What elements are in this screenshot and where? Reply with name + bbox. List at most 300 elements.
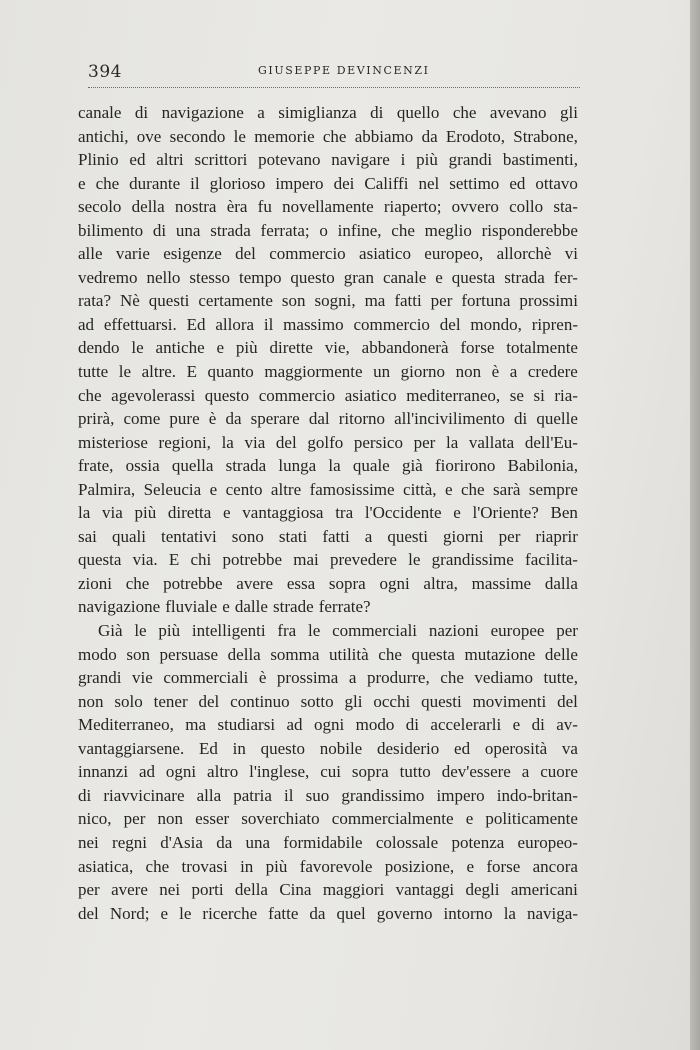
text-line: [78, 431, 578, 455]
word: l'inglese,: [249, 762, 310, 782]
word: formidabile: [283, 832, 363, 852]
word: diretta: [167, 503, 212, 523]
word: novellamente: [282, 197, 374, 217]
word: collo: [509, 197, 544, 217]
word: riaprir: [535, 526, 578, 546]
word: città,: [403, 479, 437, 499]
word: sopra: [328, 573, 366, 593]
word: all'incivilimento: [394, 409, 505, 429]
text-line: [78, 407, 578, 431]
word: prevedere: [329, 550, 397, 570]
word: impero: [436, 785, 485, 805]
word: potenza: [451, 832, 505, 852]
word: movimenti: [472, 691, 547, 711]
word: ad: [78, 314, 95, 334]
word: fiorirono: [434, 456, 496, 476]
word: prirà,: [78, 409, 115, 429]
text-line: [78, 525, 578, 549]
word: di: [152, 220, 167, 240]
word: ad: [286, 715, 303, 735]
word: questi: [387, 526, 428, 546]
text-line: [78, 148, 578, 172]
word: nel: [418, 173, 440, 193]
word: i: [400, 150, 406, 170]
word: più: [416, 150, 438, 170]
word: son: [126, 644, 150, 664]
word: fatti: [322, 526, 350, 546]
word: ad: [138, 762, 155, 782]
text-line: [78, 878, 578, 902]
word: mondo,: [470, 314, 522, 334]
word: è: [208, 409, 217, 429]
word: dell'Eu-: [524, 432, 578, 452]
word: naviga-: [527, 903, 578, 923]
word: la: [221, 432, 234, 452]
word: strada: [225, 456, 267, 476]
word: infine,: [337, 220, 382, 240]
word: rata?: [78, 291, 112, 311]
word: grandi: [78, 668, 122, 688]
word: secondo: [169, 126, 226, 146]
word: questo: [290, 267, 335, 287]
word: golfo: [307, 432, 344, 452]
word: e: [435, 267, 443, 287]
word: ogni: [379, 573, 410, 593]
word: famosissime: [309, 479, 395, 499]
word: canale: [78, 103, 122, 122]
word: indo-britan-: [496, 785, 578, 805]
word: innanzi: [78, 762, 129, 782]
word: quale: [352, 456, 390, 476]
word: le: [408, 550, 421, 570]
word: via.: [132, 550, 158, 570]
text-line: [78, 360, 578, 384]
word: glorioso: [209, 173, 266, 193]
word: dirette: [269, 338, 313, 358]
word: mediterraneo,: [406, 385, 501, 405]
word: nico,: [78, 809, 112, 829]
word: forse: [460, 338, 495, 358]
word: esigenze: [163, 244, 222, 264]
word: le: [131, 338, 144, 358]
word: varie: [115, 244, 150, 264]
word: scrittori: [194, 150, 248, 170]
word: e: [512, 715, 521, 735]
word: soverchiato: [241, 809, 320, 829]
word: memorie: [254, 126, 315, 146]
word: tener: [153, 691, 188, 711]
word: lunga: [278, 456, 317, 476]
word: potevano: [258, 150, 321, 170]
word: suo: [305, 785, 330, 805]
word: intelligenti: [191, 621, 266, 641]
word: avevano: [489, 103, 547, 122]
word: modo: [78, 644, 117, 664]
text-line: [78, 595, 578, 619]
word: quella: [171, 456, 214, 476]
text-line: [78, 501, 578, 525]
word: per: [123, 809, 146, 829]
word: di: [531, 715, 545, 735]
word: che: [440, 668, 464, 688]
word: strada: [504, 267, 545, 287]
word: questi: [148, 291, 190, 311]
word: desiderio: [376, 738, 440, 758]
word: se: [509, 385, 524, 405]
page-edge: [690, 0, 700, 1050]
word: a: [364, 526, 373, 546]
word: ria-: [554, 385, 578, 405]
word: asiatico: [359, 244, 411, 264]
word: essa: [286, 573, 316, 593]
word: vantaggiarsene.: [78, 738, 185, 758]
word: frate,: [78, 456, 114, 476]
word: la: [328, 456, 341, 476]
word: Califfi: [364, 173, 409, 193]
word: allorchè: [496, 244, 552, 264]
word: gran: [343, 267, 374, 287]
word: Erodoto,: [445, 126, 505, 146]
word: commerciali: [332, 621, 418, 641]
word: a: [348, 668, 357, 688]
word: bastimenti,: [502, 150, 578, 170]
text-line: [78, 902, 578, 926]
word: strada: [210, 220, 251, 240]
word: Plinio: [78, 150, 119, 170]
word: sogni,: [314, 291, 356, 311]
word: sempre: [528, 479, 578, 499]
word: alla: [196, 785, 222, 805]
word: durante: [129, 173, 181, 193]
word: intorno: [443, 903, 493, 923]
word: e: [78, 173, 86, 193]
word: da: [309, 903, 326, 923]
word: l'Occidente: [364, 503, 442, 523]
word: e: [222, 597, 230, 617]
word: una: [245, 832, 271, 852]
text-line: [78, 336, 578, 360]
word: del: [78, 903, 99, 923]
word: maggiormente: [264, 362, 363, 382]
word: credere: [527, 362, 578, 382]
word: che: [461, 479, 485, 499]
word: è: [258, 668, 267, 688]
word: allora: [215, 314, 255, 334]
word: porti: [191, 880, 224, 900]
word: che: [378, 644, 402, 664]
word: operosità: [484, 738, 548, 758]
word: o: [319, 220, 328, 240]
word: le: [233, 126, 246, 146]
word: del: [275, 432, 297, 452]
word: il: [284, 785, 294, 805]
word: di: [78, 785, 92, 805]
word: posizione,: [384, 856, 455, 876]
word: che: [322, 126, 347, 146]
word: più: [235, 338, 258, 358]
word: alle: [78, 244, 103, 264]
word: cento: [225, 479, 263, 499]
word: stesso: [189, 267, 231, 287]
word: abbiamo: [354, 126, 414, 146]
word: fer-: [553, 267, 578, 287]
word: Seleucia: [143, 479, 202, 499]
word: fu: [257, 197, 272, 217]
text-line: [78, 643, 578, 667]
word: le: [308, 621, 321, 641]
word: fra: [277, 621, 297, 641]
word: navigazione: [161, 103, 244, 122]
word: asiatica,: [78, 856, 134, 876]
word: sai: [78, 526, 97, 546]
word: Strabone,: [513, 126, 578, 146]
word: persuase: [159, 644, 219, 664]
word: per: [498, 526, 521, 546]
word: un: [373, 362, 391, 382]
word: Cina: [279, 880, 312, 900]
word: altre: [270, 479, 302, 499]
word: altro: [207, 762, 239, 782]
word: che: [391, 220, 415, 240]
word: somma: [270, 644, 320, 664]
word: sono: [231, 526, 264, 546]
word: Già: [98, 621, 123, 641]
text-line: [78, 666, 578, 690]
word: impero: [275, 173, 324, 193]
word: Ed: [186, 314, 206, 334]
word: del: [439, 314, 461, 334]
word: delle: [544, 644, 578, 664]
word: ovvero: [451, 197, 499, 217]
word: le: [134, 621, 147, 641]
word: totalmente: [506, 338, 578, 358]
word: ed: [454, 738, 471, 758]
word: patria: [233, 785, 272, 805]
word: nei: [159, 880, 181, 900]
word: sotto: [300, 691, 334, 711]
text-line: [78, 289, 578, 313]
text-line: [78, 313, 578, 337]
word: via: [101, 503, 123, 523]
word: ottavo: [535, 173, 578, 193]
word: occhi: [373, 691, 411, 711]
word: quanto: [207, 362, 254, 382]
word: settimo: [449, 173, 500, 193]
word: di: [513, 409, 528, 429]
text-line: [78, 172, 578, 196]
word: non: [455, 362, 482, 382]
word: per: [430, 291, 453, 311]
word: della: [234, 880, 268, 900]
text-line: [78, 713, 578, 737]
word: prossima: [276, 668, 339, 688]
word: dalle: [234, 597, 268, 617]
word: Babilonia,: [507, 456, 578, 476]
word: che: [145, 856, 170, 876]
word: zioni: [78, 573, 112, 593]
text-line: [78, 737, 578, 761]
word: quel: [336, 903, 366, 923]
word: si: [533, 385, 545, 405]
word: ma: [185, 715, 207, 735]
word: da: [225, 409, 242, 429]
word: governo: [376, 903, 433, 923]
word: modo: [355, 715, 395, 735]
word: ed: [509, 173, 526, 193]
word: giorni: [443, 526, 484, 546]
word: nazioni: [428, 621, 479, 641]
word: più: [134, 503, 157, 523]
word: sopra: [351, 762, 389, 782]
word: la: [445, 432, 459, 452]
word: certamente: [198, 291, 273, 311]
word: prossimi: [519, 291, 578, 311]
word: commercio: [353, 314, 430, 334]
word: sarà: [493, 479, 521, 499]
word: Palmira,: [78, 479, 136, 499]
word: Mediterraneo,: [78, 715, 174, 735]
word: tra: [335, 503, 354, 523]
word: commercio: [269, 244, 346, 264]
word: grandissimo: [341, 785, 425, 805]
text-line: [78, 807, 578, 831]
word: questa: [411, 644, 455, 664]
running-head: GIUSEPPE DEVINCENZI: [258, 64, 430, 77]
word: una: [175, 220, 201, 240]
word: in: [232, 738, 246, 758]
word: gli: [560, 103, 578, 122]
word: come: [123, 409, 161, 429]
word: facilita-: [525, 550, 578, 570]
word: a: [509, 362, 518, 382]
word: questa: [451, 267, 496, 287]
word: ogni: [313, 715, 345, 735]
word: più: [158, 621, 181, 641]
word: navigazione: [78, 597, 161, 617]
word: da: [421, 126, 438, 146]
word: èra: [226, 197, 248, 217]
text-line: [78, 478, 578, 502]
text-line: [78, 831, 578, 855]
word: secolo: [78, 197, 122, 217]
word: commercialmente: [331, 809, 454, 829]
word: americani: [510, 880, 578, 900]
word: solo: [114, 691, 143, 711]
word: va: [561, 738, 578, 758]
word: ritorno: [338, 409, 385, 429]
word: mai: [293, 550, 319, 570]
word: trovasi: [181, 856, 228, 876]
word: ferrate?: [318, 597, 371, 617]
word: ferrata;: [260, 220, 310, 240]
word: tutte,: [543, 668, 578, 688]
word: questi: [421, 691, 462, 711]
word: ossia: [125, 456, 160, 476]
word: effettuarsi.: [103, 314, 177, 334]
word: per: [413, 432, 436, 452]
word: antichi,: [78, 126, 129, 146]
word: già: [401, 456, 423, 476]
word: sperare: [250, 409, 300, 429]
word: l'Oriente?: [472, 503, 539, 523]
word: E: [186, 362, 197, 382]
word: cui: [320, 762, 341, 782]
word: abbandonerà: [361, 338, 449, 358]
word: da: [216, 832, 233, 852]
body-text: [78, 101, 578, 925]
word: canale: [382, 267, 427, 287]
word: la: [503, 903, 516, 923]
word: le: [118, 362, 132, 382]
text-line: [78, 619, 578, 643]
word: navigare: [331, 150, 390, 170]
word: utilità: [329, 644, 369, 664]
word: esser: [195, 809, 230, 829]
text-line: [78, 242, 578, 266]
word: commerciali: [163, 668, 249, 688]
word: ed: [129, 150, 146, 170]
word: avere: [111, 880, 148, 900]
word: mutazione: [464, 644, 536, 664]
word: simiglianza: [278, 103, 357, 122]
word: questo: [260, 738, 305, 758]
word: e: [445, 479, 453, 499]
word: Ed: [198, 738, 218, 758]
word: chi: [190, 550, 212, 570]
word: massime: [471, 573, 532, 593]
word: studiarsi: [217, 715, 276, 735]
word: asiatico: [344, 385, 397, 405]
word: fatte: [268, 903, 299, 923]
word: vantaggiosa: [242, 503, 324, 523]
word: vedremo: [78, 267, 138, 287]
word: e: [209, 479, 218, 499]
word: bilimento: [78, 220, 144, 240]
word: fortuna: [461, 291, 511, 311]
word: pure: [169, 409, 200, 429]
word: riavvicinare: [103, 785, 185, 805]
text-line: [78, 690, 578, 714]
word: accelerarli: [430, 715, 502, 735]
word: che: [95, 173, 120, 193]
header-rule: [88, 87, 580, 88]
word: in: [240, 856, 254, 876]
word: più: [265, 856, 288, 876]
word: tentativi: [160, 526, 217, 546]
word: che: [125, 573, 150, 593]
word: vie: [131, 668, 153, 688]
word: di: [134, 103, 149, 122]
word: nobile: [319, 738, 363, 758]
word: massimo: [283, 314, 344, 334]
word: della: [227, 644, 261, 664]
word: a: [257, 103, 265, 122]
word: e: [223, 503, 231, 523]
text-line: [78, 760, 578, 784]
word: persico: [353, 432, 403, 452]
word: commercio: [258, 385, 336, 405]
word: e: [453, 503, 461, 523]
word: dendo: [78, 338, 120, 358]
word: potrebbe: [163, 573, 223, 593]
word: regioni,: [158, 432, 211, 452]
text-line: [78, 784, 578, 808]
word: gli: [344, 691, 363, 711]
word: questa: [78, 550, 122, 570]
word: quello: [396, 103, 440, 122]
word: tutto: [399, 762, 431, 782]
word: potrebbe: [222, 550, 282, 570]
